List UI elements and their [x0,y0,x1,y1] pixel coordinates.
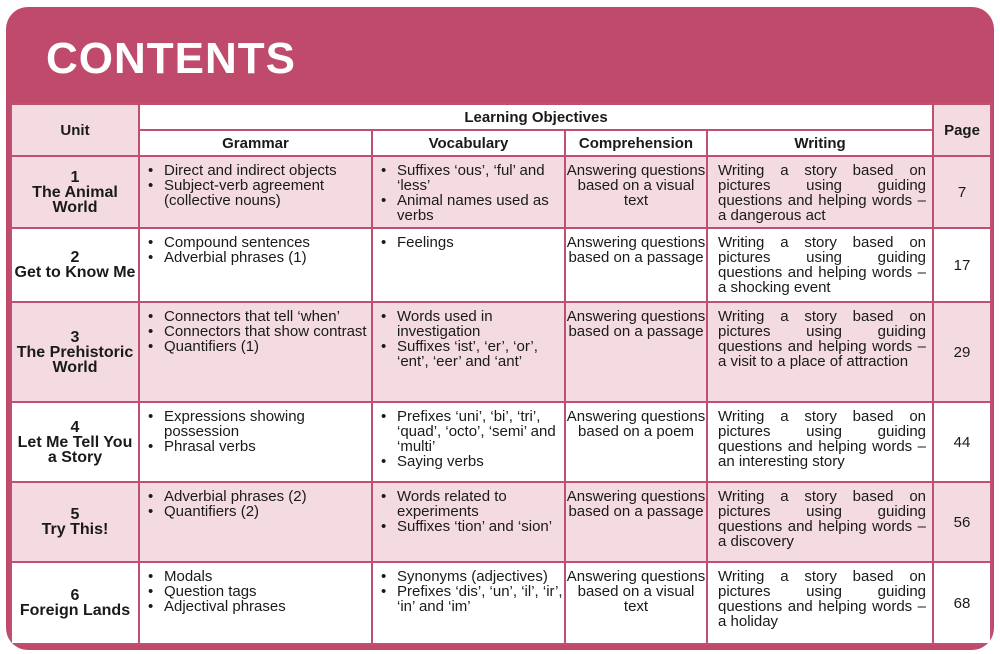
unit-number: 4 [70,418,80,436]
header-comprehension: Comprehension [565,130,707,156]
vocabulary-cell [372,302,565,402]
grammar-list [140,157,371,208]
grammar-cell [139,156,372,228]
grammar-list [140,483,371,519]
contents-panel [6,7,994,650]
bullet-icon: • [381,518,387,535]
bullet-icon: • [381,583,387,600]
contents-table [10,103,992,645]
grammar-item-text: Adverbial phrases (2) [164,488,307,505]
comprehension-cell: Answering questions based on a poem [565,402,707,482]
list-item [381,454,564,469]
bullet-icon: • [381,453,387,470]
bullet-icon: • [148,488,154,505]
list-item [148,584,371,599]
bullet-icon: • [381,408,387,425]
writing-cell: Writing a story based on pictures using guiding questions and helping words – a shocking event [707,228,933,302]
bullet-icon: • [148,162,154,179]
list-item [148,504,371,519]
grammar-item-text: Phrasal verbs [164,438,256,455]
grammar-item-text: Connectors that tell ‘when’ [164,308,340,325]
grammar-cell [139,302,372,402]
vocabulary-cell [372,482,565,562]
grammar-item-text: Subject-verb agreement (collective nouns) [164,177,325,209]
grammar-item-text: Connectors that show contrast [164,323,367,340]
comprehension-cell: Answering questions based on a passage [565,302,707,402]
bullet-icon: • [381,234,387,251]
list-item [148,489,371,504]
bullet-icon: • [148,503,154,520]
grammar-cell [139,402,372,482]
list-item [148,309,371,324]
unit-name: Get to Know Me [14,264,136,281]
vocabulary-list [373,229,564,250]
bullet-icon: • [381,568,387,585]
header-vocabulary: Vocabulary [372,130,565,156]
writing-cell: Writing a story based on pictures using guiding questions and helping words – a discovery [707,482,933,562]
grammar-list [140,403,371,454]
bullet-icon: • [381,192,387,209]
grammar-item-text: Quantifiers (1) [164,338,260,355]
vocabulary-list [373,157,564,223]
vocabulary-item-text: Suffixes ‘ist’, ‘er’, ‘or’, ‘ent’, ‘eer’ and ‘ant’ [397,338,538,370]
vocabulary-cell [372,402,565,482]
list-item [381,584,564,614]
grammar-item-text: Modals [164,568,213,585]
vocabulary-item-text: Saying verbs [397,453,484,470]
bullet-icon: • [381,308,387,325]
grammar-cell [139,562,372,644]
writing-cell: Writing a story based on pictures using guiding questions and helping words – a visit to a place of attraction [707,302,933,402]
unit-number: 1 [70,168,80,186]
unit-name: The Prehistoric World [16,343,134,376]
comprehension-cell: Answering questions based on a passage [565,482,707,562]
vocabulary-item-text: Animal names used as verbs [397,192,549,224]
vocabulary-item-text: Prefixes ‘dis’, ‘un’, ‘il’, ‘ir’, ‘in’ and ‘im’ [397,583,563,615]
table-row [11,302,991,402]
grammar-item-text: Expressions showing possession [164,408,305,440]
comprehension-cell: Answering questions based on a visual text [565,156,707,228]
list-item [148,163,371,178]
bullet-icon: • [148,308,154,325]
grammar-list [140,563,371,614]
list-item [381,569,564,584]
list-item [148,235,371,250]
unit-number: 2 [70,249,80,266]
comprehension-cell: Answering questions based on a visual text [565,562,707,644]
grammar-item-text: Adverbial phrases (1) [164,249,307,266]
page-number-cell: 29 [933,302,991,402]
unit-number: 5 [70,506,80,523]
bullet-icon: • [148,234,154,251]
vocabulary-list [373,483,564,534]
list-item [148,178,371,208]
bullet-icon: • [148,408,154,425]
unit-number: 6 [70,587,80,604]
list-item [381,193,564,223]
bullet-icon: • [148,583,154,600]
bullet-icon: • [148,323,154,340]
grammar-cell [139,228,372,302]
unit-name: The Animal World [32,183,118,216]
table-row [11,482,991,562]
grammar-item-text: Direct and indirect objects [164,162,337,179]
bullet-icon: • [381,162,387,179]
grammar-item-text: Question tags [164,583,257,600]
bullet-icon: • [148,177,154,194]
page-number-cell: 17 [933,228,991,302]
bullet-icon: • [148,338,154,355]
bullet-icon: • [148,568,154,585]
header-writing: Writing [707,130,933,156]
grammar-item-text: Quantifiers (2) [164,503,260,520]
list-item [148,599,371,614]
page-title: CONTENTS [46,34,296,83]
vocabulary-item-text: Prefixes ‘uni’, ‘bi’, ‘tri’, ‘quad’, ‘octo’, ‘semi’ and ‘multi’ [397,408,556,455]
vocabulary-list [373,303,564,369]
vocabulary-list [373,403,564,469]
list-item [381,339,564,369]
header-grammar: Grammar [139,130,372,156]
grammar-item-text: Compound sentences [164,234,310,251]
header-page: Page [933,104,991,156]
writing-cell: Writing a story based on pictures using guiding questions and helping words – an interesting story [707,402,933,482]
list-item [381,489,564,519]
table-row [11,562,991,644]
grammar-cell [139,482,372,562]
vocabulary-cell [372,156,565,228]
bullet-icon: • [148,598,154,615]
grammar-list [140,229,371,265]
page-number-cell: 68 [933,562,991,644]
bullet-icon: • [381,488,387,505]
bullet-icon: • [148,249,154,266]
unit-name: Try This! [41,521,109,538]
vocabulary-item-text: Suffixes ‘tion’ and ‘sion’ [397,518,553,535]
unit-cell [11,482,139,562]
writing-cell: Writing a story based on pictures using guiding questions and helping words – a holiday [707,562,933,644]
list-item [148,324,371,339]
unit-name: Foreign Lands [19,602,131,619]
grammar-item-text: Adjectival phrases [164,598,286,615]
bullet-icon: • [148,438,154,455]
page-number-cell: 44 [933,402,991,482]
writing-cell: Writing a story based on pictures using guiding questions and helping words – a dangerous act [707,156,933,228]
header-unit: Unit [11,104,139,156]
vocabulary-item-text: Words related to experiments [397,488,507,520]
list-item [148,439,371,454]
unit-cell [11,302,139,402]
unit-name: Let Me Tell You a Story [17,433,133,466]
bullet-icon: • [381,338,387,355]
list-item [381,163,564,193]
vocabulary-cell [372,562,565,644]
unit-cell [11,562,139,644]
vocabulary-item-text: Suffixes ‘ous’, ‘ful’ and ‘less’ [397,162,545,194]
header-learning-objectives: Learning Objectives [139,104,933,130]
vocabulary-cell [372,228,565,302]
comprehension-cell: Answering questions based on a passage [565,228,707,302]
list-item [148,250,371,265]
vocabulary-list [373,563,564,614]
table-row [11,228,991,302]
unit-number: 3 [70,328,80,346]
list-item [148,339,371,354]
list-item [148,569,371,584]
vocabulary-item-text: Feelings [397,234,454,251]
list-item [381,235,564,250]
list-item [381,409,564,454]
unit-cell [11,228,139,302]
table-row [11,156,991,228]
list-item [381,309,564,339]
grammar-list [140,303,371,354]
list-item [381,519,564,534]
unit-cell [11,156,139,228]
vocabulary-item-text: Words used in investigation [397,308,493,340]
page-number-cell: 56 [933,482,991,562]
vocabulary-item-text: Synonyms (adjectives) [397,568,548,585]
table-row [11,402,991,482]
page-number-cell: 7 [933,156,991,228]
unit-cell [11,402,139,482]
list-item [148,409,371,439]
